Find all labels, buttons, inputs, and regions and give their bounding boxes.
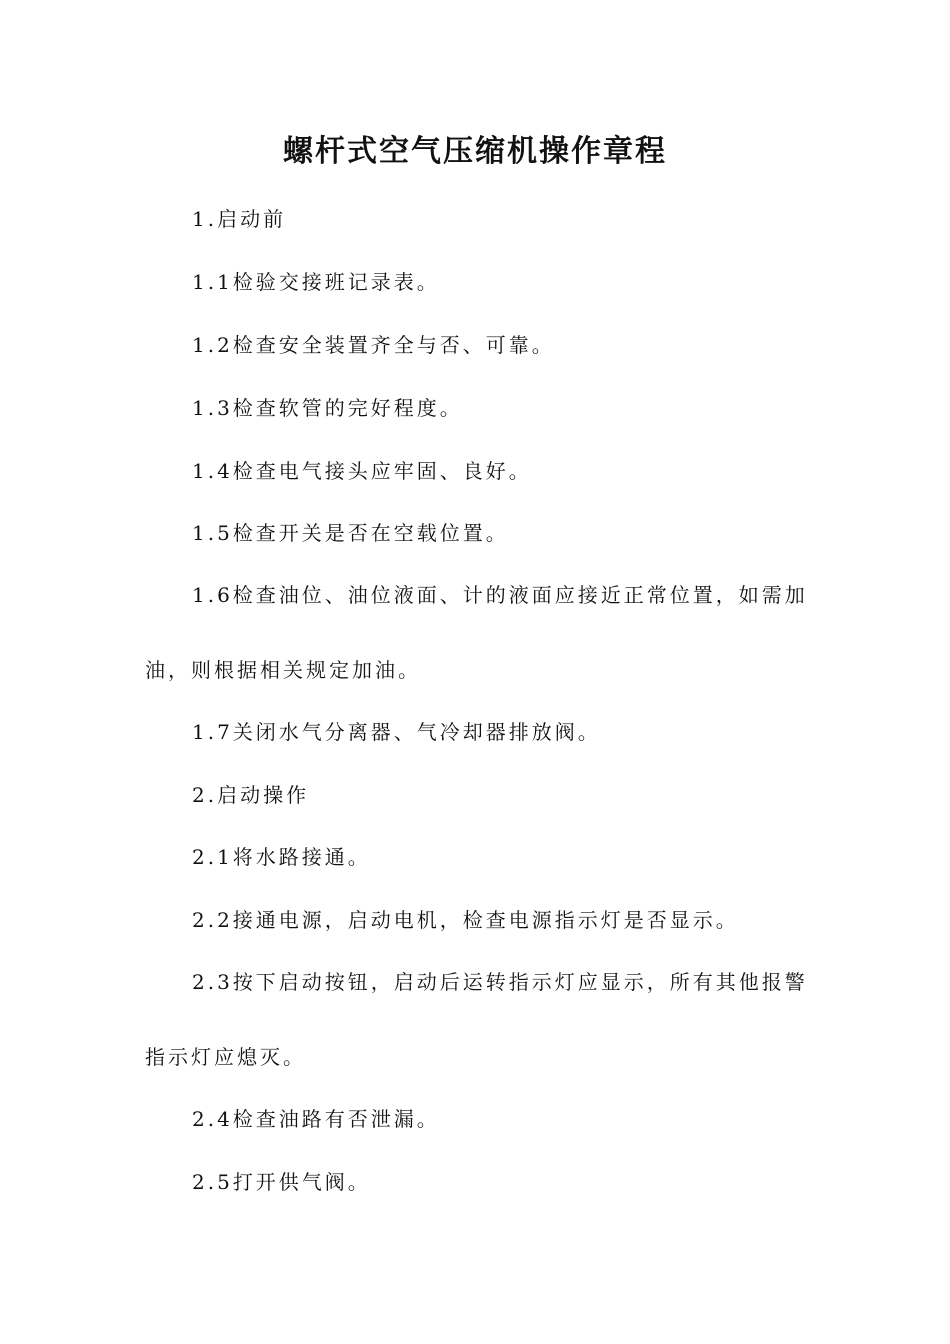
paragraph: 1.1检验交接班记录表。 [192,270,440,294]
paragraph: 1.7关闭水气分离器、气冷却器排放阀。 [192,720,601,744]
paragraph: 1.2检查安全装置齐全与否、可靠。 [192,333,555,357]
paragraph: 2.1将水路接通。 [192,845,371,869]
paragraph: 1.4检查电气接头应牢固、良好。 [192,459,532,483]
paragraph: 2.2接通电源，启动电机，检查电源指示灯是否显示。 [192,908,739,932]
paragraph-continuation: 油，则根据相关规定加油。 [145,658,421,682]
paragraph: 1.5检查开关是否在空载位置。 [192,521,509,545]
section-heading: 2.启动操作 [192,783,310,807]
page-title: 螺杆式空气压缩机操作章程 [283,134,667,169]
paragraph: 2.5打开供气阀。 [192,1170,371,1194]
paragraph: 1.6检查油位、油位液面、计的液面应接近正常位置，如需加 [192,583,808,607]
paragraph-continuation: 指示灯应熄灭。 [145,1045,306,1069]
paragraph: 2.3按下启动按钮，启动后运转指示灯应显示，所有其他报警 [192,970,808,994]
paragraph: 1.3检查软管的完好程度。 [192,396,463,420]
section-heading: 1.启动前 [192,207,287,231]
paragraph: 2.4检查油路有否泄漏。 [192,1107,440,1131]
